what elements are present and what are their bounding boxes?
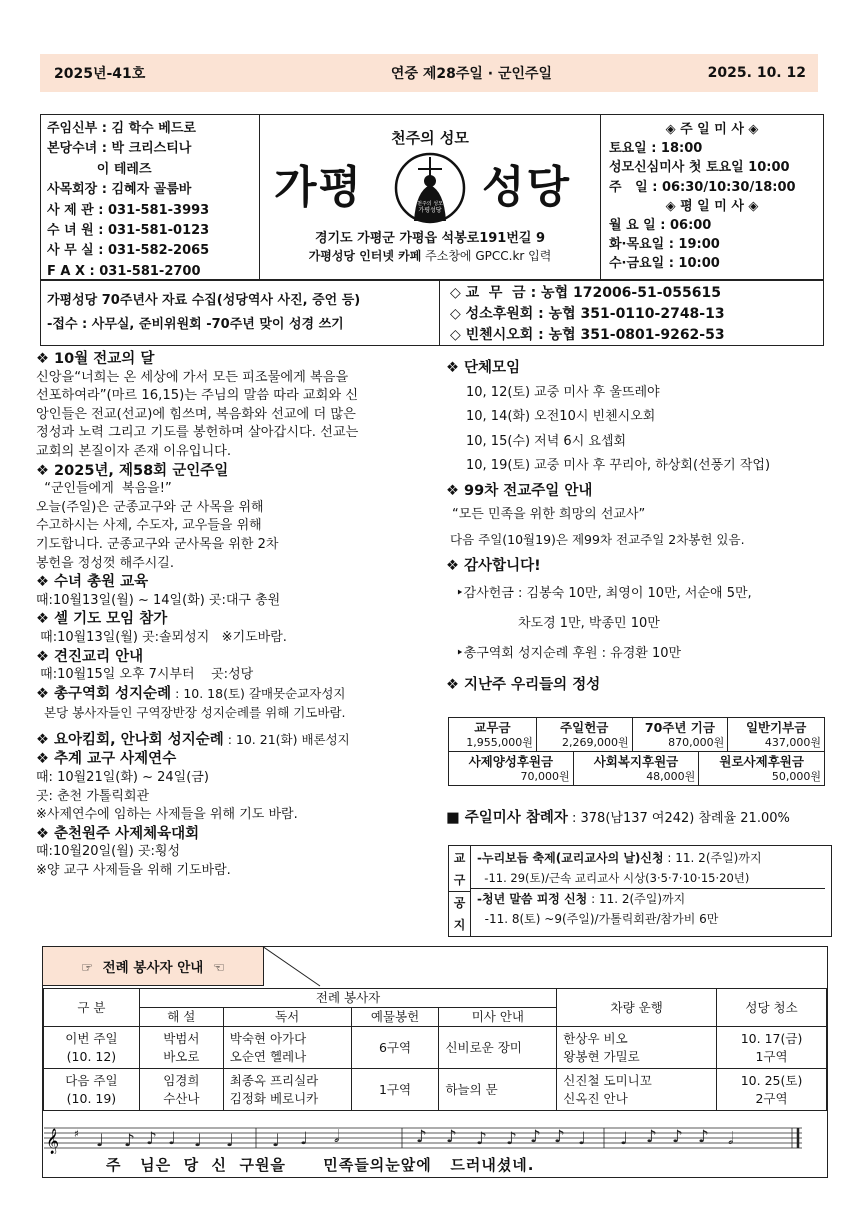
service-col-header: 예물봉헌: [351, 1008, 439, 1027]
church-subtitle: 천주의 성모: [391, 129, 469, 147]
left-announcements: [36, 350, 436, 881]
svg-text:♩: ♩: [194, 1131, 203, 1151]
diocese-notice: [448, 845, 832, 937]
weekday-mass-mon: 월 요 일 : 06:00: [609, 218, 712, 234]
section-inline: : 10. 18(토) 갈매못순교자성지: [171, 685, 346, 701]
svg-text:♪: ♪: [672, 1127, 683, 1147]
svg-text:♪: ♪: [416, 1127, 427, 1147]
diocese-line: -11. 8(토) ~9(주일)/가톨릭회관/참가비 6만: [477, 912, 719, 926]
svg-text:𝅗𝅥: 𝅗𝅥: [728, 1129, 734, 1149]
service-table: [43, 988, 827, 1111]
section-line: 선포하여라”(마르 16,15)는 주님의 말씀 따라 교회와 신: [36, 388, 359, 404]
offering-cell: 원로사제후원금 50,000원: [699, 752, 825, 786]
staff-pastor: 주임신부 : 김 학수 베드로: [47, 121, 196, 136]
offering-cell: 사회복지후원금 48,000원: [573, 752, 699, 786]
staff-sister: 본당수녀 : 박 크리스티나: [47, 141, 192, 157]
staff-sister-2: 이 테레즈: [47, 161, 152, 177]
phone-convent: 수 녀 원 : 031-581-0123: [47, 223, 210, 239]
mission-quote: “모든 민족을 위한 희망의 선교사”: [452, 507, 646, 522]
svg-text:𝄞: 𝄞: [46, 1129, 60, 1154]
service-col-header: 독서: [223, 1008, 351, 1027]
section-heading: ❖ 요아킴회, 안나회 성지순례: [36, 731, 224, 748]
attendance-value: : 378(남137 여242) 참례율 21.00%: [567, 811, 790, 826]
section-row: [36, 685, 436, 705]
bulletin-date: 2025. 10. 12: [707, 65, 806, 81]
cafe-url: 주소창에 GPCC.kr 입력: [421, 249, 552, 263]
svg-text:♪: ♪: [476, 1129, 487, 1149]
section-line: 때:10월20일(월) 곳:횡성: [36, 844, 181, 860]
sunday-mass-sat: 토요일 : 18:00: [609, 141, 703, 157]
section-line: 때:10월15일 오후 7시부터 곳:성당: [36, 667, 254, 683]
bank-accounts: [439, 280, 824, 346]
section-inline: : 10. 21(화) 배론성지: [223, 731, 350, 747]
section-heading: ❖ 수녀 총원 교육: [36, 574, 149, 591]
issue-number: 2025년-41호: [54, 66, 146, 82]
service-col-header: 해 설: [139, 1008, 223, 1027]
liturgy-title: 연중 제28주일 · 군인주일: [390, 66, 553, 82]
section-heading: ❖ 견진교리 안내: [36, 648, 144, 665]
diocese-line: -11. 29(토)/근속 교리교사 시상(3·5·7·10·15·20년): [477, 871, 750, 885]
music-staff: [44, 1124, 802, 1176]
section-line: ※양 교구 사제들을 위해 기도바람.: [36, 863, 231, 879]
thanks-item: ‣총구역회 성지순례 후원 : 유경환 10만: [456, 645, 682, 661]
diocese-label: 교 구 공 지: [449, 846, 471, 936]
group-item: 10, 14(화) 오전10시 빈첸시오회: [466, 409, 656, 424]
anniversary-notice: [40, 280, 440, 346]
mission-heading: ❖ 99차 전교주일 안내: [446, 482, 593, 499]
notice-line-2: -접수 : 사무실, 준비위원회 -70주년 맞이 성경 쓰기: [47, 317, 344, 332]
staff-council: 사목회장 : 김혜자 골룸바: [47, 182, 192, 198]
svg-text:♪: ♪: [646, 1127, 657, 1147]
sunday-mass-title: ◈ 주 일 미 사 ◈: [665, 122, 759, 137]
church-name-right: 성당: [482, 162, 572, 213]
diocese-line: -누리보듬 축제(교리교사의 날)신청 : 11. 2(주일)까지: [477, 851, 762, 865]
offering-cell: 70주년 기금 870,000원: [632, 718, 728, 752]
svg-text:♩: ♩: [300, 1129, 309, 1149]
staff-contacts: [40, 114, 260, 280]
svg-text:♪: ♪: [698, 1127, 709, 1147]
svg-text:♩: ♩: [620, 1129, 629, 1149]
service-col-header: 미사 안내: [439, 1008, 557, 1027]
music-notes: [44, 1124, 802, 1154]
header-bar: [40, 54, 818, 92]
account-tithe: ◇ 교 무 금 : 농협 172006-51-055615: [450, 285, 721, 301]
offering-table: [448, 717, 825, 786]
service-header: 성당 청소: [717, 989, 827, 1027]
section-heading: ❖ 춘천원주 사제체육대회: [36, 825, 200, 842]
svg-text:♪: ♪: [530, 1127, 541, 1147]
hymn-lyrics: 주 님은 당 신 구원을 민족들의눈앞에 드러내셨네.: [106, 1156, 535, 1174]
cafe-name: 가평성당 인터넷 카페: [308, 249, 422, 263]
offering-heading: ❖ 지난주 우리들의 정성: [446, 676, 601, 693]
account-vocation: ◇ 성소후원회 : 농협 351-0110-2748-13: [450, 306, 725, 322]
attendance-label: ■ 주일미사 참례자: [446, 810, 568, 826]
section-line: “군인들에게 복음을!”: [36, 481, 172, 497]
service-row: 이번 주일 (10. 12) 박범서 바오로 박숙현 아가다 오순연 헬레나 6구역 신비로운 장미 한상우 비오 왕봉현 가밀로 10. 17(금) 1구역: [44, 1027, 827, 1069]
weekday-mass-wed-fri: 수·금요일 : 10:00: [609, 256, 720, 272]
section-heading: ❖ 추계 교구 사제연수: [36, 751, 177, 768]
church-title-box: [259, 114, 601, 280]
notice-line-1: 가평성당 70주년사 자료 수집(성당역사 사진, 증언 등): [47, 293, 361, 308]
thanks-item: 차도경 1만, 박종민 10만: [456, 615, 660, 631]
section-heading: ❖ 총구역회 성지순례: [36, 685, 172, 702]
service-tab: ☞ 전례 봉사자 안내 ☜: [42, 946, 264, 986]
tab-slope: [262, 946, 332, 988]
svg-text:♩: ♩: [168, 1129, 177, 1149]
section-heading: ❖ 셀 기도 모임 참가: [36, 611, 168, 628]
svg-text:𝅗𝅥: 𝅗𝅥: [334, 1127, 340, 1147]
section-line: 때:10월13일(월) ~ 14일(화) 곳:대구 총원: [36, 592, 281, 608]
section-line: 곳: 춘천 가톨릭회관: [36, 788, 150, 804]
section-line: 교회의 본질이자 존재 이유입니다.: [36, 443, 232, 459]
offering-cell: 사제양성후원금 70,000원: [449, 752, 574, 786]
mass-schedule: [600, 114, 824, 280]
thanks-heading: ❖ 감사합니다!: [446, 558, 541, 574]
attendance: [446, 806, 790, 827]
service-header: 구 분: [44, 989, 140, 1027]
phone-fax: F A X : 031-581-2700: [47, 263, 201, 279]
church-name-left: 가평: [274, 162, 364, 213]
sunday-mass-sun: 주 일 : 06:30/10:30/18:00: [609, 179, 796, 195]
section-heading: ❖ 2025년, 제58회 군인주일: [36, 462, 229, 479]
thanks-item: ‣감사헌금 : 김봉숙 10만, 최영이 10만, 서순애 5만,: [456, 585, 752, 601]
mission-text: 다음 주일(10월19)은 제99차 전교주일 2차봉헌 있음.: [450, 531, 745, 547]
section-heading: ❖ 10월 전교의 달: [36, 351, 155, 367]
church-address: 경기도 가평군 가평읍 석봉로191번길 9: [314, 231, 546, 246]
svg-text:♩: ♩: [226, 1131, 235, 1151]
section-line: 때:10월13일(월) 곳:솔뫼성지 ※기도바람.: [36, 629, 287, 645]
svg-text:♪: ♪: [554, 1127, 565, 1147]
diocese-body: [471, 846, 831, 936]
section-line: 수고하시는 사제, 수도자, 교우들을 위해: [36, 518, 262, 534]
section-line: 본당 봉사자들인 구역장반장 성지순례를 위해 기도바람.: [36, 705, 346, 721]
svg-text:♪: ♪: [146, 1129, 157, 1149]
svg-text:♩: ♩: [96, 1131, 105, 1151]
offering-cell: 일반기부금 437,000원: [728, 718, 825, 752]
section-row: [36, 731, 436, 751]
group-item: 10, 15(수) 저녁 6시 요셉회: [466, 433, 627, 449]
church-logo: [388, 151, 472, 225]
cafe-info: [260, 247, 600, 264]
service-header: 차량 운행: [557, 989, 717, 1027]
svg-text:♯: ♯: [74, 1129, 79, 1140]
section-line: ※사제연수에 임하는 사제들을 위해 기도 바람.: [36, 807, 298, 823]
phone-office: 사 무 실 : 031-582-2065: [47, 243, 210, 259]
account-vincent: ◇ 빈첸시오회 : 농협 351-0801-9262-53: [450, 327, 725, 343]
section-line: 정성과 노력 그리고 기도를 봉헌하며 살아갑시다. 선교는: [36, 425, 359, 441]
offering-cell: 주일헌금 2,269,000원: [536, 718, 632, 752]
svg-text:♩: ♩: [272, 1131, 281, 1151]
section-line: 앙인들은 전교(선교)에 힘쓰며, 복음화와 선교에 더 많은: [36, 406, 356, 422]
section-line: 때: 10월21일(화) ~ 24일(금): [36, 770, 209, 786]
section-line: 신앙을“너희는 온 세상에 가서 모든 피조물에게 복음을: [36, 369, 349, 385]
service-row: 다음 주일 (10. 19) 임경희 수산나 최종옥 프리실라 김정화 베로니카 1구역 하늘의 문 신진철 도미니꼬 신옥진 안나 10. 25(토) 2구역: [44, 1069, 827, 1111]
weekday-mass-tue-thu: 화·목요일 : 19:00: [609, 237, 720, 253]
section-line: 기도합니다. 군종교구와 군사목을 위한 2차: [36, 536, 279, 552]
svg-text:가평성당: 가평성당: [418, 207, 442, 214]
svg-text:♩: ♩: [578, 1129, 587, 1149]
groups-heading: ❖ 단체모임: [446, 360, 521, 376]
section-line: 봉헌을 정성껏 해주시길.: [36, 555, 174, 571]
svg-text:천주의 성모: 천주의 성모: [417, 201, 443, 207]
diocese-line: -청년 말씀 피정 신청 : 11. 2(주일)까지: [471, 888, 825, 909]
service-header: 전례 봉사자: [139, 989, 556, 1008]
phone-rectory: 사 제 관 : 031-581-3993: [47, 202, 210, 218]
weekday-mass-title: ◈ 평 일 미 사 ◈: [665, 198, 759, 214]
svg-text:♪: ♪: [124, 1131, 135, 1151]
svg-text:♪: ♪: [446, 1127, 457, 1147]
right-announcements: [446, 356, 830, 697]
group-item: 10, 12(토) 교중 미사 후 울뜨레야: [466, 384, 660, 400]
sunday-mass-first-sat: 성모신심미사 첫 토요일 10:00: [609, 160, 790, 176]
svg-text:♪: ♪: [506, 1129, 517, 1149]
section-line: 오늘(주일)은 군종교구와 군 사목을 위해: [36, 499, 264, 515]
group-item: 10, 19(토) 교중 미사 후 꾸리아, 하상회(선풍기 작업): [466, 458, 771, 473]
offering-cell: 교무금 1,955,000원: [449, 718, 537, 752]
